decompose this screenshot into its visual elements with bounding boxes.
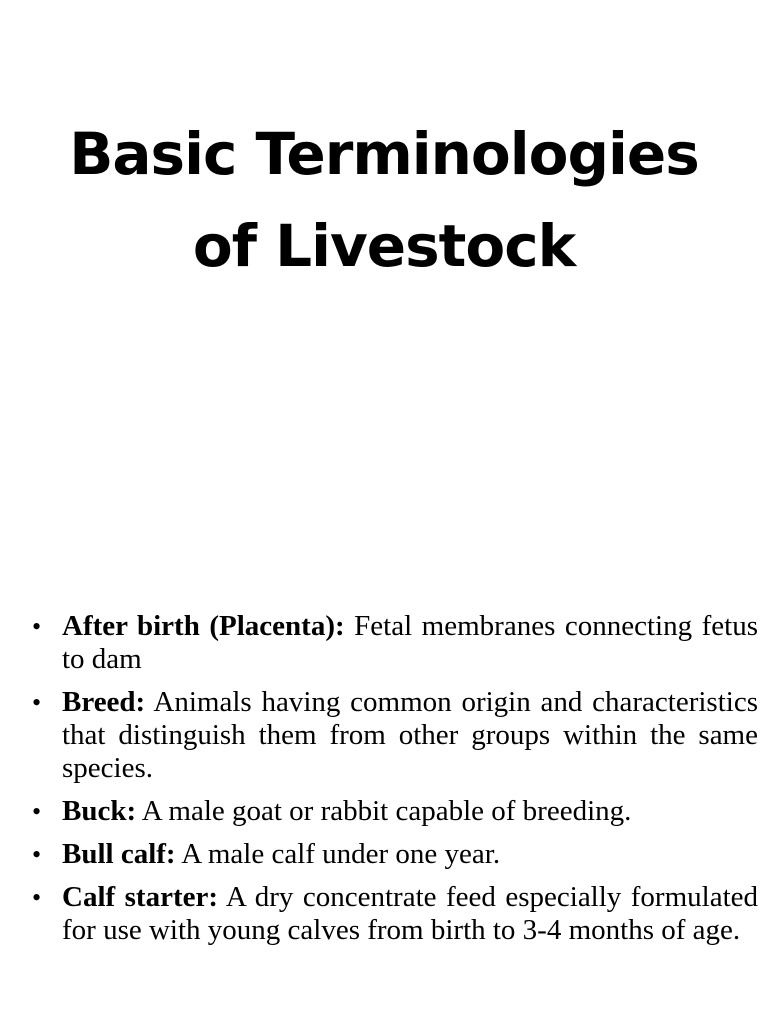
term-item-buck [30,795,758,828]
term-definition: A male goat or rabbit capable of breeding. [141,795,632,827]
term-name: Buck: [62,795,137,827]
terms-list [30,610,758,947]
title-line-1: Basic Terminologies [69,120,699,188]
bullet-icon: • [32,688,42,717]
term-item-bull-calf [30,838,758,871]
term-name: Breed: [62,686,146,718]
slide-title [0,108,768,292]
bullet-icon: • [32,797,42,826]
term-name: Bull calf: [62,838,176,870]
term-definition: A male calf under one year. [181,838,501,870]
term-name: After birth (Placenta): [62,610,345,642]
term-item-breed [30,686,758,785]
term-definition: A dry concentrate feed especially formulated for use with young calves from birth to 3-4 months of age. [62,881,759,946]
bullet-icon: • [32,883,42,912]
bullet-icon: • [32,840,42,869]
term-item-after-birth [30,610,758,676]
term-name: Calf starter: [62,881,219,913]
term-definition: Animals having common origin and characteristics that distinguish them from other groups within the same species. [62,686,758,784]
title-line-2: of Livestock [192,212,576,280]
term-item-calf-starter [30,881,758,947]
term-definition: Fetal membranes connecting fetus to dam [62,610,759,675]
bullet-icon: • [32,612,42,641]
